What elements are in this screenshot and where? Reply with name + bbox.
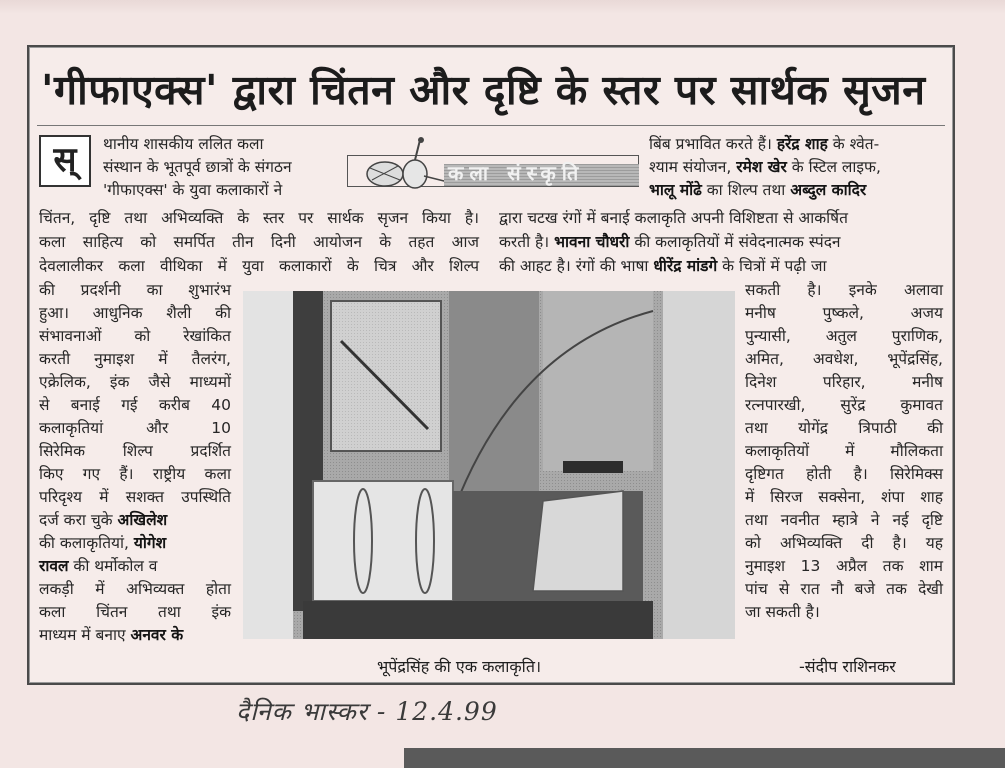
body-text: के श्वेत-: [832, 135, 880, 153]
body-text: के चित्रों में पढ़ी जा: [722, 257, 827, 275]
body-line: कलाकृतियों में मौलिकता: [745, 442, 943, 460]
handwritten-source-note: दैनिक भास्कर - 12.4.99: [236, 697, 498, 726]
body-line: से बनाई गई करीब 40: [39, 396, 231, 414]
body-line: सकती है। इनके अलावा: [745, 281, 943, 299]
body-line: थानीय शासकीय ललित कला: [103, 135, 264, 153]
body-text: करती है।: [499, 233, 550, 251]
body-line: संस्थान के भूतपूर्व छात्रों के संगठन: [103, 158, 292, 176]
body-text: श्याम संयोजन,: [649, 158, 732, 176]
body-line: देवलालीकर कला वीथिका में युवा कलाकारों के चित्र और शिल्प: [39, 257, 479, 275]
newspaper-clipping: [27, 45, 955, 685]
section-banner: [347, 155, 639, 187]
body-line: 'गीफाएक्स' के युवा कलाकारों ने: [103, 181, 283, 199]
artist-name: हरेंद्र शाह: [776, 135, 828, 153]
body-line: परिदृश्य में सशक्त उपस्थिति: [39, 488, 231, 506]
instruments-icon: [360, 136, 450, 191]
body-line: नुमाइश 13 अप्रैल तक शाम: [745, 557, 943, 575]
body-line: पुन्यासी, अतुल पुराणिक,: [745, 327, 943, 345]
artist-name: योगेश: [133, 534, 167, 552]
byline: -संदीप राशिनकर: [799, 657, 896, 676]
artwork-image: [243, 291, 735, 639]
body-line: करती नुमाइश में तैलरंग,: [39, 350, 231, 368]
body-line: [499, 231, 841, 254]
section-label: कला संस्कृति: [448, 161, 585, 185]
body-text: के स्टिल लाइफ,: [791, 158, 881, 176]
body-line: सिरेमिक शिल्प प्रदर्शित: [39, 442, 231, 460]
artwork-photo: [243, 291, 735, 639]
headline-rule: [37, 125, 945, 126]
body-line: अमित, अवधेश, भूपेंद्रसिंह,: [745, 350, 943, 368]
drop-cap: स्: [39, 135, 91, 187]
body-line: दृष्टिगत होती है। सिरेमिक्स: [745, 465, 943, 483]
artist-name: धीरेंद्र मांडगे: [653, 257, 718, 275]
body-text: बिंब प्रभावित करते हैं।: [649, 135, 772, 153]
body-line: लकड़ी में अभिव्यक्त होता: [39, 580, 231, 598]
body-line: रत्नपारखी, सुरेंद्र कुमावत: [745, 396, 943, 414]
body-line: [649, 179, 866, 202]
body-text: की कलाकृतियों में संवेदनात्मक स्पंदन: [634, 233, 841, 251]
body-line: कला साहित्य को समर्पित तीन दिनी आयोजन के तहत आज: [39, 233, 479, 251]
body-line: हुआ। आधुनिक शैली की: [39, 304, 231, 322]
artist-name: अखिलेश: [117, 511, 168, 529]
body-text: दर्ज करा चुके: [39, 511, 113, 529]
body-line: मनीष पुष्कले, अजय: [745, 304, 943, 322]
body-line: [39, 555, 157, 578]
photo-caption: भूपेंद्रसिंह की एक कलाकृति।: [377, 657, 542, 676]
page-edge: [0, 0, 1005, 14]
body-text: माध्यम में बनाए: [39, 626, 126, 644]
body-line: को अभिव्यक्ति दी है। यह: [745, 534, 943, 552]
body-line: संभावनाओं को रेखांकित: [39, 327, 231, 345]
artist-name: रावल: [39, 557, 69, 575]
scan-edge: [404, 748, 1005, 768]
body-line: दिनेश परिहार, मनीष: [745, 373, 943, 391]
artist-name: भालू मोंढे: [649, 181, 702, 199]
artist-name: रमेश खेर: [736, 158, 787, 176]
body-line: [649, 156, 881, 179]
artist-name: अब्दुल कादिर: [790, 181, 867, 199]
body-line: [39, 624, 183, 647]
body-text: की कलाकृतियां,: [39, 534, 129, 552]
artist-name: भावना चौधरी: [554, 233, 630, 251]
body-line: किए गए हैं। राष्ट्रीय कला: [39, 465, 231, 483]
body-line: चिंतन, दृष्टि तथा अभिव्यक्ति के स्तर पर सार्थक सृजन किया है।: [39, 209, 479, 227]
body-line: कला चिंतन तथा इंक: [39, 603, 231, 621]
body-line: में सिरज सक्सेना, शंपा शाह: [745, 488, 943, 506]
body-line: [39, 532, 166, 555]
body-line: तथा योगेंद्र त्रिपाठी की: [745, 419, 943, 437]
body-line: द्वारा चटख रंगों में बनाई कलाकृति अपनी विशिष्टता से आकर्षित: [499, 209, 848, 227]
body-line: तथा नवनीत म्हात्रे ने नई दृष्टि: [745, 511, 943, 529]
body-text: की आहट है। रंगों की भाषा: [499, 257, 649, 275]
body-text: की थर्मोकोल व: [73, 557, 158, 575]
body-line: [39, 509, 167, 532]
body-text: का शिल्प तथा: [706, 181, 786, 199]
body-line: पांच से रात नौ बजे तक देखी: [745, 580, 943, 598]
body-line: एक्रेलिक, इंक जैसे माध्यमों: [39, 373, 231, 391]
body-line: की प्रदर्शनी का शुभारंभ: [39, 281, 231, 299]
body-line: [649, 133, 879, 156]
artist-name: अनवर के: [130, 626, 184, 644]
body-line: जा सकती है।: [745, 603, 820, 621]
headline: 'गीफाएक्स' द्वारा चिंतन और दृष्टि के स्तर पर सार्थक सृजन: [41, 66, 926, 114]
body-line: कलाकृतियां और 10: [39, 419, 231, 437]
body-line: [499, 255, 827, 278]
